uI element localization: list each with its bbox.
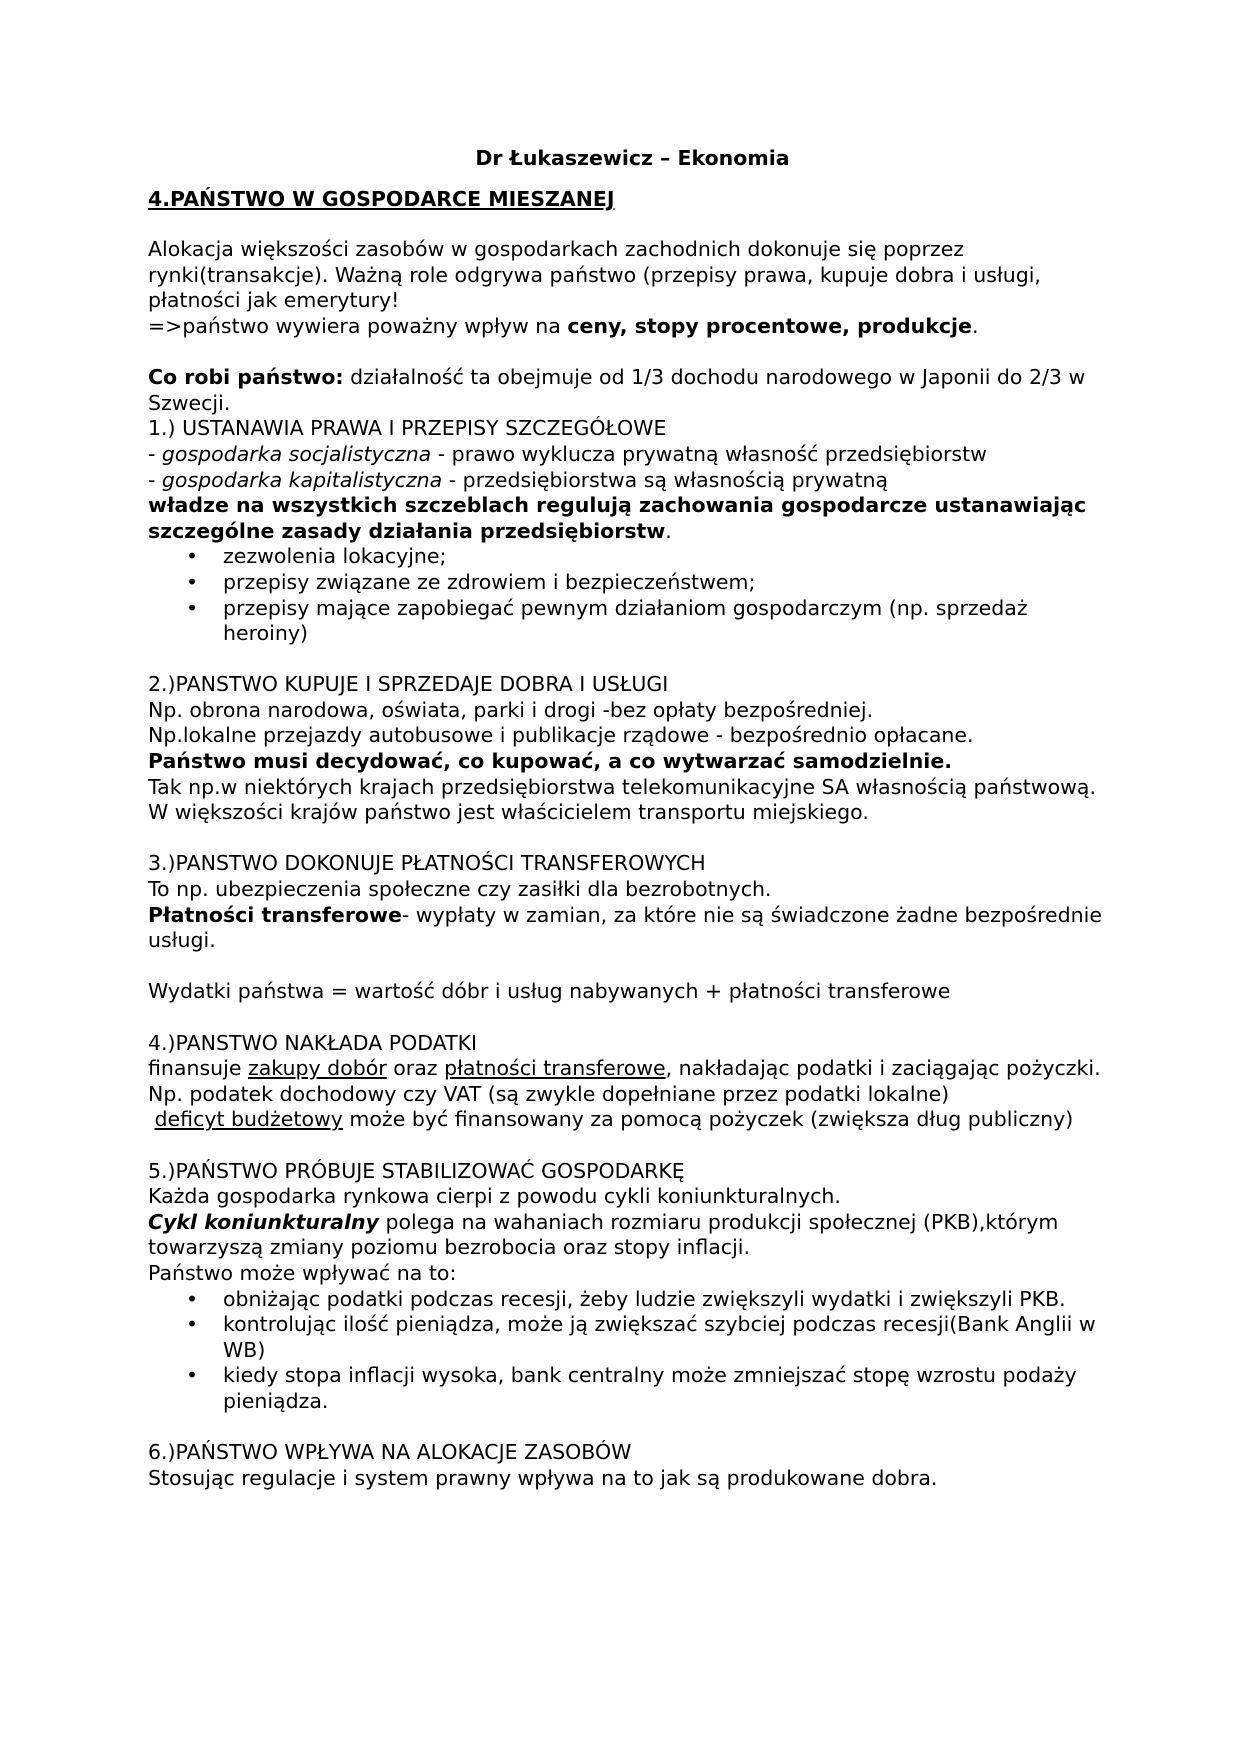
term-socialist: gospodarka socjalistyczna bbox=[161, 441, 432, 466]
section-6-title: 6.)PAŃSTWO WPŁYWA NA ALOKACJE ZASOBÓW bbox=[148, 1440, 632, 1465]
section-3-formula: Wydatki państwa = wartość dóbr i usług nabywanych + płatności transferowe bbox=[148, 979, 951, 1004]
dash: - bbox=[148, 467, 162, 492]
spacer bbox=[148, 826, 1103, 852]
intro-conclusion-text: =>państwo wywiera poważny wpływ na bbox=[148, 313, 568, 338]
text: finansuje bbox=[148, 1056, 248, 1081]
definition-socialist: - prawo wyklucza prywatną własność przedsiębiorstw bbox=[431, 441, 987, 466]
intro-conclusion-suffix: . bbox=[971, 313, 979, 338]
section-4-deficit bbox=[148, 1107, 1103, 1133]
chapter-heading: 4.PAŃSTWO W GOSPODARCE MIESZANEJ bbox=[148, 186, 615, 211]
section-1-title: 1.) USTANAWIA PRAWA I PRZEPISY SZCZEGÓŁOWE bbox=[148, 416, 667, 441]
document-title: Dr Łukaszewicz – Ekonomia bbox=[475, 146, 790, 170]
definition-transfer-payments: - wypłaty w zamian, za które nie są świadczone żadne bezpośrednie usługi. bbox=[148, 902, 1102, 953]
spacer bbox=[148, 1133, 1103, 1159]
what-state-does-label: Co robi państwo: bbox=[148, 365, 344, 390]
dash: - bbox=[148, 441, 162, 466]
section-5-line: Państwo może wpływać na to: bbox=[148, 1260, 457, 1285]
section-2-line: Np.lokalne przejazdy autobusowe i publikacje rządowe - bezpośrednio opłacane. bbox=[148, 723, 974, 748]
term-capitalist: gospodarka kapitalistyczna bbox=[161, 467, 443, 492]
section-2-bold-text: Państwo musi decydować, co kupować, a co wytwarzać samodzielnie. bbox=[148, 749, 953, 774]
spacer bbox=[148, 340, 1103, 366]
intro-conclusion bbox=[148, 314, 1103, 340]
underlined-term: deficyt budżetowy bbox=[154, 1107, 343, 1132]
definition-business-cycle: polega na wahaniach rozmiaru produkcji społecznej (PKB),którym towarzyszą zmiany poziomu bezrobocia oraz stopy inflacji. bbox=[148, 1209, 1059, 1260]
text: , nakładając podatki i zaciągając pożyczki. bbox=[665, 1056, 1101, 1081]
section-2-bold-line bbox=[148, 749, 1103, 775]
section-1-item-socialist bbox=[148, 442, 1103, 468]
section-5-line: Każda gospodarka rynkowa cierpi z powodu cykli koniunkturalnych. bbox=[148, 1184, 841, 1209]
text: może być finansowany za pomocą pożyczek (zwiększa dług publiczny) bbox=[342, 1107, 1074, 1132]
section-1-bullet-list bbox=[148, 544, 1103, 646]
regulation-statement-suffix: . bbox=[665, 518, 672, 543]
section-1-bold-statement bbox=[148, 493, 1103, 544]
underlined-term: zakupy dobór bbox=[247, 1056, 387, 1081]
section-3-line: To np. ubezpieczenia społeczne czy zasiłki dla bezrobotnych. bbox=[148, 877, 772, 902]
list-item: • kiedy stopa inflacji wysoka, bank centralny może zmniejszać stopę wzrostu podaży pieniądza. bbox=[148, 1363, 1103, 1414]
section-5-title: 5.)PAŃSTWO PRÓBUJE STABILIZOWAĆ GOSPODARKĘ bbox=[148, 1158, 685, 1183]
spacer bbox=[148, 1415, 1103, 1441]
intro-paragraph bbox=[148, 237, 1103, 314]
section-3-title: 3.)PANSTWO DOKONUJE PŁATNOŚCI TRANSFEROWYCH bbox=[148, 851, 706, 876]
section-2-title: 2.)PANSTWO KUPUJE I SPRZEDAJE DOBRA I USŁUGI bbox=[148, 672, 669, 697]
list-item: • zezwolenia lokacyjne; bbox=[148, 544, 1103, 570]
spacer bbox=[148, 1005, 1103, 1031]
list-item: • przepisy związane ze zdrowiem i bezpieczeństwem; bbox=[148, 570, 1103, 596]
list-item: • kontrolując ilość pieniądza, może ją zwiększać szybciej podczas recesji(Bank Anglii w WB) bbox=[148, 1312, 1103, 1363]
term-transfer-payments: Płatności transferowe bbox=[148, 902, 402, 927]
spacer bbox=[148, 647, 1103, 673]
section-3-definition bbox=[148, 903, 1103, 954]
section-5-definition bbox=[148, 1210, 1103, 1261]
intro-text: Alokacja większości zasobów w gospodarkach zachodnich dokonuje się poprzez rynki(transakcje). Ważną role odgrywa państwo (przepisy prawa, kupuje dobra i usługi, płatności jak emerytury! bbox=[148, 237, 1041, 313]
what-state-does-paragraph bbox=[148, 365, 1103, 416]
list-item: • obniżając podatki podczas recesji, żeby ludzie zwiększyli wydatki i zwiększyli PKB. bbox=[148, 1287, 1103, 1313]
underlined-term: płatności transferowe bbox=[444, 1056, 666, 1081]
list-item: • przepisy mające zapobiegać pewnym działaniom gospodarczym (np. sprzedaż heroiny) bbox=[148, 596, 1103, 647]
section-4-financing bbox=[148, 1056, 1103, 1082]
term-business-cycle: Cykl koniunkturalny bbox=[148, 1209, 379, 1234]
section-5-bullet-list bbox=[148, 1287, 1103, 1415]
section-1-item-capitalist bbox=[148, 468, 1103, 494]
intro-conclusion-bold: ceny, stopy procentowe, produkcje bbox=[567, 313, 972, 338]
section-2-line: Np. obrona narodowa, oświata, parki i drogi -bez opłaty bezpośredniej. bbox=[148, 697, 874, 722]
regulation-statement: władze na wszystkich szczeblach regulują zachowania gospodarcze ustanawiając szczególne zasady działania przedsiębiorstw bbox=[148, 493, 1087, 543]
document-body bbox=[148, 146, 1103, 1491]
section-4-title: 4.)PANSTWO NAKŁADA PODATKI bbox=[148, 1030, 478, 1055]
section-2-line: Tak np.w niektórych krajach przedsiębiorstwa telekomunikacyjne SA własnością państwową. W większości krajów państwo jest właścicielem transportu miejskiego. bbox=[148, 774, 1096, 825]
spacer bbox=[148, 954, 1103, 980]
section-4-line: Np. podatek dochodowy czy VAT (są zwykle dopełniane przez podatki lokalne) bbox=[148, 1081, 950, 1106]
what-state-does-text: działalność ta obejmuje od 1/3 dochodu narodowego w Japonii do 2/3 w Szwecji. bbox=[148, 365, 1086, 415]
definition-capitalist: - przedsiębiorstwa są własnością prywatną bbox=[442, 467, 889, 492]
text: oraz bbox=[386, 1056, 445, 1081]
section-6-line: Stosując regulacje i system prawny wpływa na to jak są produkowane dobra. bbox=[148, 1465, 938, 1490]
